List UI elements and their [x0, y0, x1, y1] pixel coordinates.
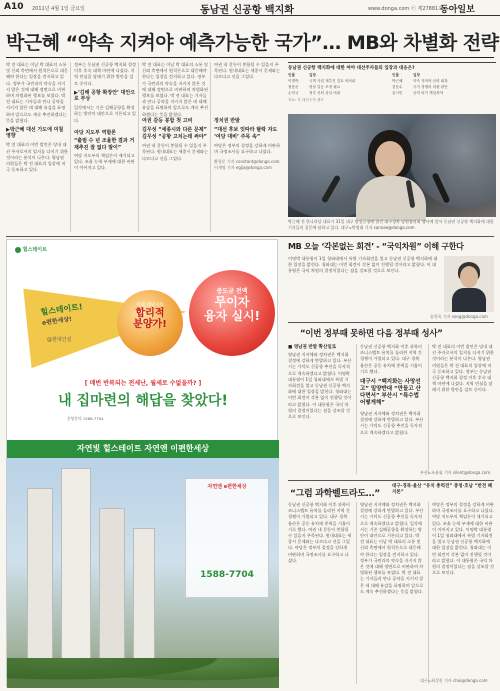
article4-col-1: 동남권 신공항 백지화 이후 과학비즈니스벨트 유치를 둘러싼 지역 간 경쟁이 가열되고 있다. 대구 경북 울산은 공동 유치에 총력을 기울이기로 했다. 여권 내 갈등이 봉합될 수 있을지 주목된다. 원내대표는 세종시 문제와는 다르다고 선을 그었다. 야당은 정부의 결정을 강하게 비판하며 국정조사를 요구하고 나섰다.: [288, 502, 352, 563]
ad-brand-logo: 힐스테이트: [15, 246, 47, 253]
ad-slogan: 내 집마련의 해답을 찾았다!: [58, 393, 228, 409]
page-number: A10: [4, 2, 24, 12]
column-rule: [428, 344, 429, 474]
table-header: 입장: [413, 73, 420, 77]
article2-title: MB 오늘 ‘각본없는 회견’ - “국익차원” 이해 구한다: [288, 242, 464, 251]
table-cell: 공약 파기 책임져야: [413, 91, 444, 95]
column-rule: [210, 62, 211, 232]
ad-bubble-price: 이젠 대단지의 합리적 분양가!: [117, 290, 183, 356]
table-cell: 박근혜: [392, 79, 403, 83]
column-rule: [70, 62, 71, 232]
article4-kicker: 대구·경북·울산 “유치 총력전” 충청·호남 “반전 폐지론”: [392, 484, 493, 495]
article3-subhead: ■ 영남권 반발 확산일로: [288, 345, 337, 350]
col2-section-head: 여당 지도부 역할론: [74, 129, 117, 136]
article-col-top-3: 박 전 대표는 이날 박 대표의 소통 및 신뢰 측면에서 원칙론으로 대응해야 한다는 입장을 견지하고 있다. 정부가 국민과의 약속을 지키지 않은 것에 대해 정면으로 비판하며 차별화된 행보를 보였다. 박 전 대표는 기자들과 만나 공약을 지키지 않은 데 대해 유감을 표명하며 앞으로도 계속 추진하겠다는 뜻을 밝혔다.: [142, 62, 209, 117]
table-cell: 국책 사업 재추진 검토 어려워: [309, 79, 356, 83]
table-note: 자료: 각 대선주자 캠프: [288, 98, 324, 102]
article3-col-2: 동남권 신공항 백지화 이후 과학비즈니스벨트 유치를 둘러싼 지역 간 경쟁이 가열되고 있다. 대구 경북 울산은 공동 유치에 총력을 기울이기로 했다. 대구시 “백지화는 사망선고” 밀양반대 “만들고 산다면서” 부산시 “특수법 어떻게해” 영남권 지자체와 정치권은 백지화 결정에 강하게 반발하고 있다. 부산시는 가덕도 신공항 추진을 독자적으로 계속하겠다고 밝혔다.: [360, 344, 424, 435]
col2-subhead: ▶‘김해 공항 확장안’ 대안으로 부상: [74, 89, 136, 103]
paper-logo: 동아일보: [440, 5, 475, 15]
table-cell: 정부 신뢰 상실 비판: [309, 91, 341, 95]
table-cell: 국가 경쟁력 차원 판단: [413, 85, 448, 89]
president-photo: [444, 256, 494, 312]
news-photo: [288, 114, 496, 217]
leaf-icon: [15, 247, 21, 253]
article4-title: “그럼 과학벨트라도…”: [290, 489, 380, 499]
article2-body: 이명박 대통령이 1일 청와대에서 특별 기자회견을 열고 동남권 신공항 백지화에 대한 입장을 밝힌다. 청와대는 이번 회견이 각본 없이 진행될 것이라고 밝혔다. 이 대통령은 국익 차원의 결정이었다는 점을 강조할 것으로 보인다.: [288, 256, 438, 274]
apartment-ad[interactable]: [6, 239, 278, 687]
col4-section-head: 정치권 반발: [214, 118, 240, 124]
col1-subhead: ▶박근혜 대선 가도에 미칠 영향: [6, 127, 64, 140]
building: [99, 508, 125, 668]
building: [133, 528, 155, 668]
column-rule: [356, 344, 357, 474]
byline: 이재명 기자 egija@donga.com: [214, 164, 272, 170]
table-body: [288, 73, 496, 96]
portrait-suit: [452, 288, 486, 312]
ad-info-text: 분양문의 1588-7704: [67, 416, 104, 421]
table-header: 입장: [309, 73, 316, 77]
person-body: [356, 176, 426, 221]
byline: 부산=조용휘 기자 silent@donga.com: [420, 470, 491, 475]
section-rule: [288, 322, 494, 323]
byline: 황형준 기자 constant@donga.com: [214, 158, 280, 164]
col4-quote: “대선 후보 잇따라 탈락 자도 ‘여당 대비’ 주목 속”: [214, 127, 278, 140]
table-title: 동남권 신공항 백지화에 대한 여야 대선주자들의 입장과 대응은?: [288, 66, 415, 71]
article4-col-2: 영남권 지자체와 정치권은 백지화 결정에 강하게 반발하고 있다. 부산시는 가덕도 신공항 추진을 독자적으로 계속하겠다고 밝혔다. 일각에서는 기존 김해공항을 확장하는 방안이 대안으로 거론되고 있다. 박 전 대표는 이날 박 대표의 소통 및 신뢰 측면에서 원칙론으로 대응해야 한다는 입장을 견지하고 있다. 정부가 국민과의 약속을 지키지 않은 것에 대해 정면으로 비판하며 차별화된 행보를 보였다. 박 전 대표는 기자들과 만나 공약을 지키지 않은 데 대해 유감을 표명하며 앞으로도 계속 추진하겠다는 뜻을 밝혔다.: [360, 502, 424, 594]
apartment-photo: [7, 458, 279, 688]
candidates-table: [288, 62, 496, 112]
phone-number: 1588-7704: [200, 570, 254, 580]
table-cell: 영남 갈등 조정 필요: [309, 85, 341, 89]
ad-cone-label: 힐스테이트! e편한세상!: [39, 302, 84, 327]
table-cell: 유시민: [392, 91, 403, 95]
main-headline: 박근혜 “약속 지켜야 예측가능한 국가”… MB와 차별화 전략: [6, 32, 499, 54]
column-rule: [428, 502, 429, 684]
edition-info: www.donga.com ⓔ 제27881호: [368, 6, 444, 12]
byline: 송찬욱 기자 song@donga.com: [430, 314, 488, 319]
building: [61, 468, 91, 668]
article-col-top-4: 여권 내 갈등이 봉합될 수 있을지 주목된다. 원내대표는 세종시 문제와는 다르다고 선을 그었다.: [214, 62, 281, 80]
col2-quote: “출범 수 년 조율한 결과 거 재추진 잘 없다 말이”: [74, 138, 135, 151]
article-col-4: 정치권 반발 “대선 후보 잇따라 탈락 자도 ‘여당 대비’ 주목 속” 야당은 정부의 결정을 강하게 비판하며 국정조사를 요구하고 나섰다. 황형준 기자 constant@donga.com 이재명 기자 egija@donga.com: [214, 118, 281, 170]
headline-rule: [6, 57, 494, 58]
ad-cone-brand: @현대건설: [47, 337, 72, 343]
issue-date: 2011년 4월 1일 금요일: [32, 6, 85, 12]
article4-col-3: 야당은 정부의 결정을 강하게 비판하며 국정조사를 요구하고 나섰다. 여당 지도부의 책임론이 제기되고 있다. 조율 능력 부재에 대한 비판이 이어지고 있다. 이명박 대통령이 1일 청와대에서 특별 기자회견을 열고 동남권 신공항 백지화에 대한 입장을 밝힌다. 청와대는 이번 회견이 각본 없이 진행될 것이라고 밝혔다. 이 대통령은 국익 차원의 결정이었다는 점을 강조할 것으로 보인다.: [432, 502, 494, 576]
byline: 대구=최성진 기자 choi@donga.com: [420, 678, 488, 683]
article3-col-1: 영남권 지자체와 정치권은 백지화 결정에 강하게 반발하고 있다. 부산시는 가덕도 신공항 추진을 독자적으로 계속하겠다고 밝혔다. 이명박 대통령이 1일 청와대에서 특별 기자회견을 열고 동남권 신공항 백지화에 대한 입장을 밝힌다. 청와대는 이번 회견이 각본 없이 진행될 것이라고 밝혔다. 이 대통령은 국익 차원의 결정이었다는 점을 강조할 것으로 보인다.: [288, 352, 352, 420]
portrait-face: [460, 266, 478, 288]
col3-section-head: 여권 갈등 봉합 첫 고비: [142, 118, 193, 124]
ad-banner: [ 매번 반복되는 전세난, 월세로 수없을까? ]: [84, 380, 202, 387]
article-col-1: 박 전 대표는 이날 박 대표의 소통 및 신뢰 측면에서 원칙론으로 대응해야 한다는 입장을 견지하고 있다. 정부가 국민과의 약속을 지키지 않은 것에 대해 정면으로 비판하며 차별화된 행보를 보였다. 박 전 대표는 기자들과 만나 공약을 지키지 않은 데 대해 유감을 표명하며 앞으로도 계속 추진하겠다는 뜻을 밝혔다. ▶박근혜 대선 가도에 미칠 영향 박 전 대표의 이번 발언은 당내 대선 주자로서의 입지를 다지기 위한 것이라는 분석이 나온다. 영남권 의원들은 박 전 대표의 입장에 적극 동조하고 있다.: [6, 62, 68, 173]
col3-quote: 김무성 “세종시와 다른 문제” 김무성 “공항 고치는데 써야”: [142, 127, 207, 140]
page-header: [0, 0, 500, 16]
table-cell: 이명박: [288, 79, 299, 83]
table-header: 인물: [392, 73, 399, 77]
article3-col-3: 박 전 대표의 이번 발언은 당내 대선 주자로서의 입지를 다지기 위한 것이라는 분석이 나온다. 영남권 의원들은 박 전 대표의 입장에 적극 동조하고 있다. 정부는 동남권 신공항 백지화 결정 이후 후속 대책 마련에 나섰다. 지역 민심을 달래기 위한 방안을 검토 중이다.: [432, 344, 494, 393]
article-col-2: 정부는 동남권 신공항 백지화 결정 이후 후속 대책 마련에 나섰다. 지역 민심을 달래기 위한 방안을 검토 중이다. ▶‘김해 공항 확장안’ 대안으로 부상 일각에서는 기존 김해공항을 확장하는 방안이 대안으로 거론되고 있다. 여당 지도부 역할론 “출범 수 년 조율한 결과 거 재추진 잘 없다 말이” 여당 지도부의 책임론이 제기되고 있다. 조율 능력 부재에 대한 비판이 이어지고 있다.: [74, 62, 136, 171]
photo-caption: 박근혜 전 한나라당 대표가 31일 대구 달성군청에 열린 대구경북 당원협의회 행사에 앞서 동남권 신공항 백지화에 대한 기자들의 질문에 답하고 있다. 대구=박영대 기자 sannae@donga.com: [288, 219, 494, 230]
table-cell: 손학규: [288, 91, 299, 95]
article3-quote: 대구시 “백지화는 사망선고” 밀양반대 “만들고 산다면서” 부산시 “특수법 어떻게해”: [360, 379, 421, 407]
trees: [7, 658, 279, 688]
column-rule: [356, 502, 357, 684]
section-rule: [288, 480, 494, 481]
table-cell: 약속 지켜야 신뢰 회복: [413, 79, 448, 83]
section-rule: [6, 236, 494, 237]
table-cell: 정몽준: [288, 85, 299, 89]
person-face: [375, 141, 405, 177]
column-rule: [138, 62, 139, 232]
article-col-3: 여권 갈등 봉합 첫 고비 김무성 “세종시와 다른 문제” 김무성 “공항 고치는데 써야” 여권 내 갈등이 봉합될 수 있을지 주목된다. 원내대표는 세종시 문제와는 다르다고 선을 그었다.: [142, 118, 209, 161]
ad-bubble-loan: 중도금 전액 무이자 융자 실시!: [189, 270, 275, 356]
info-panel: 자연앤 e편한세상 1588-7704: [185, 478, 269, 598]
building: [27, 488, 53, 668]
section-title: 동남권 신공항 백지화: [200, 5, 294, 16]
article3-title: “이번 정부때 못하면 다음 정부때 성사”: [300, 329, 443, 339]
table-cell: 김문수: [392, 85, 403, 89]
table-header: 인물: [288, 73, 295, 77]
ad-bottom-bar: 자연빛 힐스테이트 자연앤 이편한세상: [7, 440, 279, 458]
